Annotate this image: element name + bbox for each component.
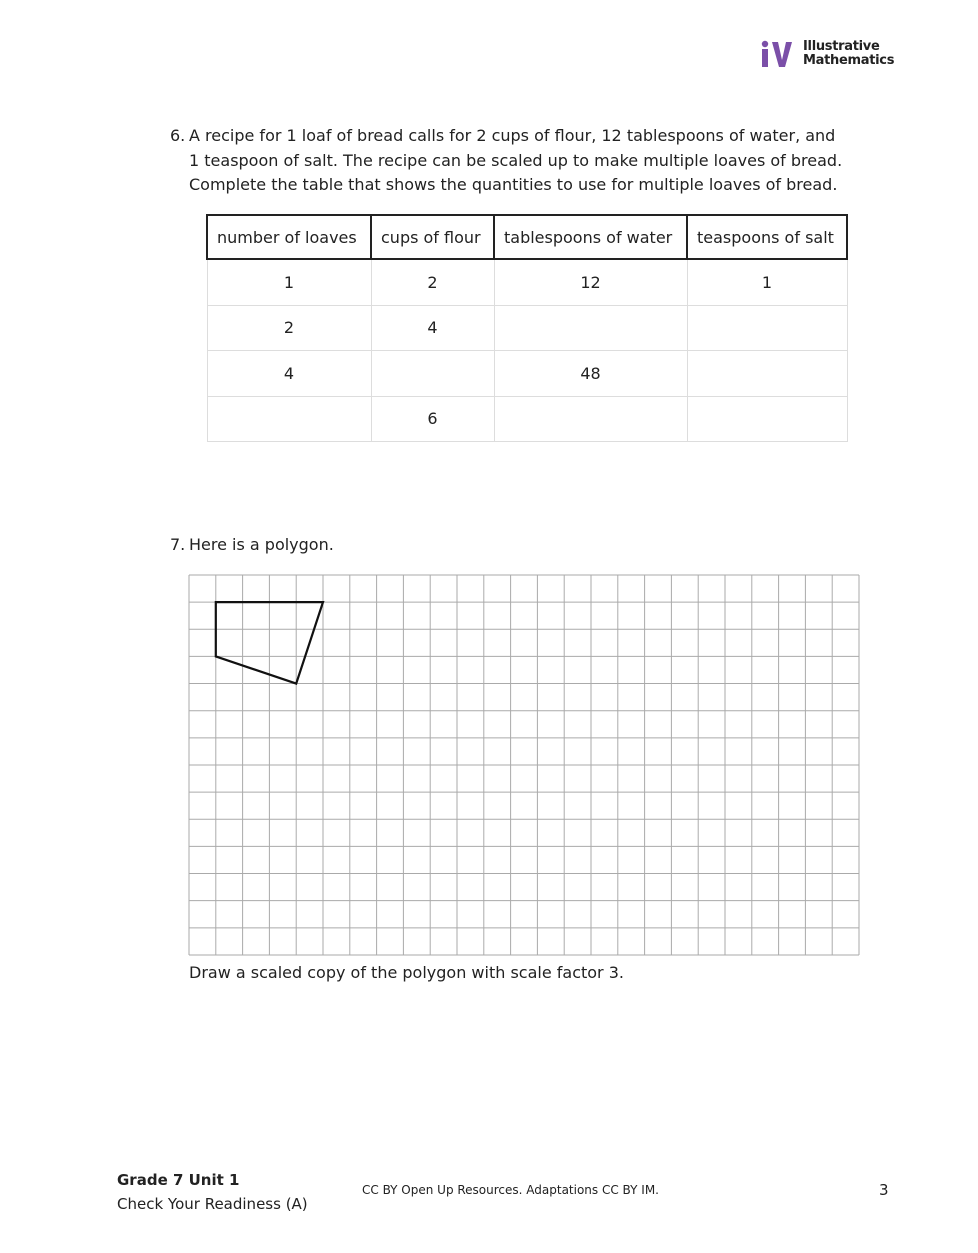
- footer-license: CC BY Open Up Resources. Adaptations CC BY IM.: [362, 1183, 659, 1197]
- answer-cell[interactable]: [494, 396, 687, 442]
- table-row: [207, 259, 847, 305]
- column-header: number of loaves: [207, 215, 371, 259]
- grid-caption: Draw a scaled copy of the polygon with scale factor 3.: [189, 963, 624, 982]
- question-text: A recipe for 1 loaf of bread calls for 2 cups of flour, 12 tablespoons of water, and 1 teaspoon of salt. The recipe can be scaled up to make multiple loaves of bread. Complete the table that shows the quantities to use for multiple loaves of bread.: [189, 126, 843, 194]
- question-6: [170, 124, 850, 198]
- column-header: cups of flour: [371, 215, 494, 259]
- answer-cell[interactable]: [494, 305, 687, 351]
- answer-cell[interactable]: [371, 351, 494, 397]
- answer-cell[interactable]: [687, 396, 847, 442]
- table-cell: 4: [207, 351, 371, 397]
- table-cell: 6: [371, 396, 494, 442]
- footer-title: Grade 7 Unit 1: [117, 1171, 240, 1189]
- answer-cell[interactable]: [207, 396, 371, 442]
- table-row: [207, 396, 847, 442]
- table-cell: 1: [207, 259, 371, 305]
- recipe-table: [206, 214, 848, 442]
- table-cell: 2: [371, 259, 494, 305]
- footer-subtitle: Check Your Readiness (A): [117, 1195, 308, 1213]
- question-7: [170, 533, 334, 558]
- table-cell: 2: [207, 305, 371, 351]
- logo-line-1: Illustrative: [803, 39, 880, 54]
- question-number: 6.: [170, 126, 186, 145]
- table-row: [207, 351, 847, 397]
- table-cell: 12: [494, 259, 687, 305]
- logo-line-2: Mathematics: [803, 53, 895, 68]
- question-number: 7.: [170, 535, 186, 554]
- answer-cell[interactable]: [687, 351, 847, 397]
- table-cell: 4: [371, 305, 494, 351]
- answer-cell[interactable]: [687, 305, 847, 351]
- table-row: [207, 305, 847, 351]
- polygon-grid[interactable]: [188, 574, 860, 956]
- table-cell: 1: [687, 259, 847, 305]
- question-text: Here is a polygon.: [189, 535, 334, 554]
- table-cell: 48: [494, 351, 687, 397]
- footer-left: [117, 1168, 308, 1216]
- im-logo-icon: [761, 40, 797, 68]
- column-header: teaspoons of salt: [687, 215, 847, 259]
- page-number: 3: [879, 1181, 889, 1199]
- column-header: tablespoons of water: [494, 215, 687, 259]
- im-logo: [761, 40, 894, 68]
